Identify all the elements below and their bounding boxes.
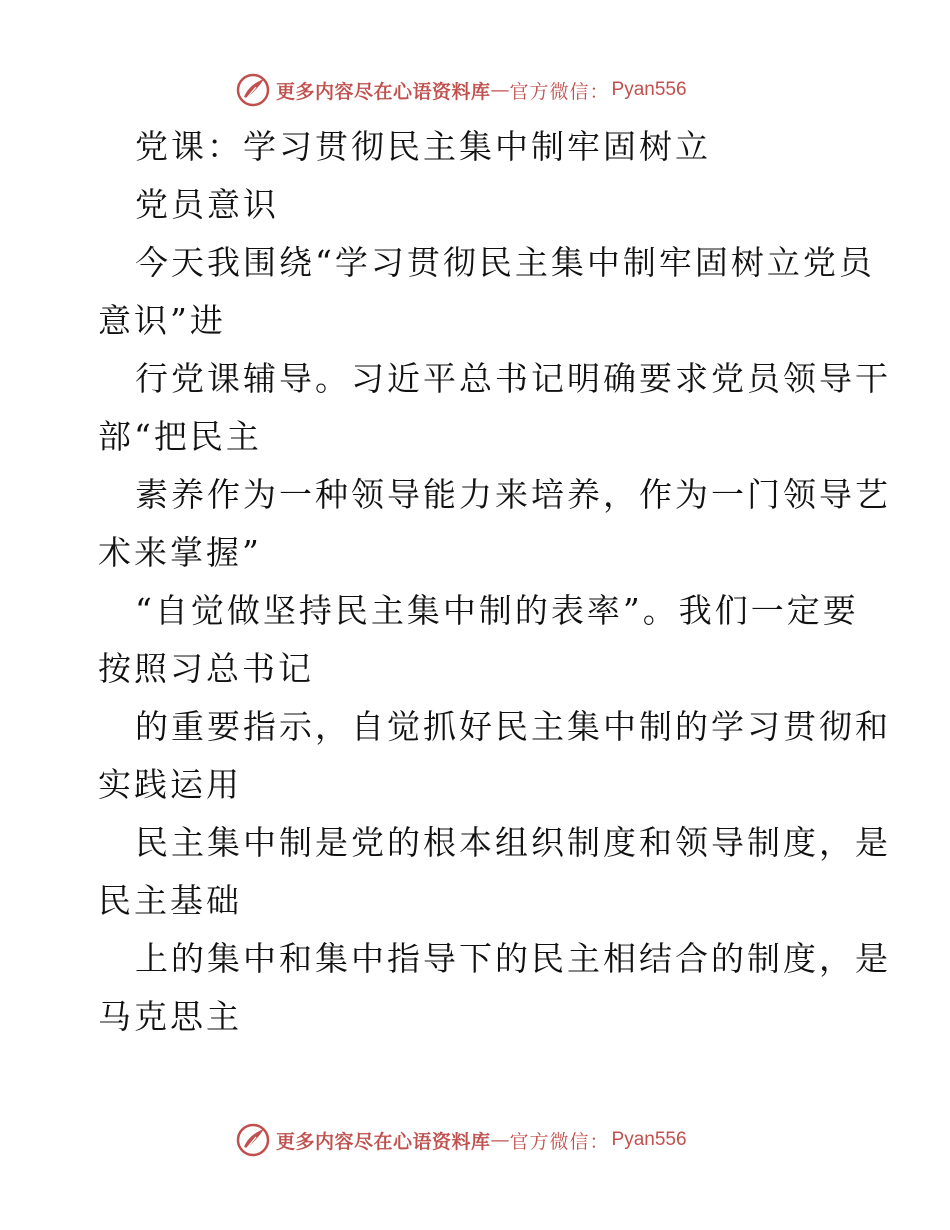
text-line: 民主集中制是党的根本组织制度和领导制度，是 — [135, 823, 891, 862]
document-body — [98, 118, 891, 1046]
text-line: 的重要指示，自觉抓好民主集中制的学习贯彻和 — [135, 707, 891, 746]
text-line: 按照习总书记 — [98, 649, 314, 688]
text-line: 部“把民主 — [98, 417, 262, 456]
text-line: 党课：学习贯彻民主集中制牢固树立 — [135, 127, 711, 166]
text-line: 上的集中和集中指导下的民主相结合的制度，是 — [135, 939, 891, 978]
text-line: 素养作为一种领导能力来培养，作为一门领导艺 — [135, 475, 891, 514]
banner-site-text: 更多内容尽在心语资料库 — [276, 80, 491, 103]
text-line: 行党课辅导。习近平总书记明确要求党员领导干 — [135, 359, 891, 398]
banner-separator: — — [490, 1129, 510, 1151]
text-line: 民主基础 — [98, 881, 242, 920]
text-line: “自觉做坚持民主集中制的表率”。我们一定要 — [135, 591, 859, 630]
footer-banner — [236, 1122, 687, 1158]
banner-wechat-label: 官方微信： — [509, 80, 610, 103]
text-line: 马克思主 — [98, 997, 242, 1036]
header-banner — [236, 72, 687, 108]
text-line: 意识”进 — [98, 301, 226, 340]
text-line: 党员意识 — [135, 185, 279, 224]
banner-wechat-label: 官方微信： — [509, 1130, 610, 1153]
text-line: 术来掌握” — [98, 533, 262, 572]
banner-separator: — — [490, 79, 510, 101]
banner-site-text: 更多内容尽在心语资料库 — [276, 1130, 491, 1153]
banner-wechat-id: Pyan556 — [611, 1129, 687, 1150]
text-line: 今天我围绕“学习贯彻民主集中制牢固树立党员 — [135, 243, 875, 282]
text-line: 实践运用 — [98, 765, 242, 804]
quill-logo-icon — [236, 73, 270, 107]
banner-wechat-id: Pyan556 — [611, 79, 687, 100]
quill-logo-icon — [236, 1123, 270, 1157]
